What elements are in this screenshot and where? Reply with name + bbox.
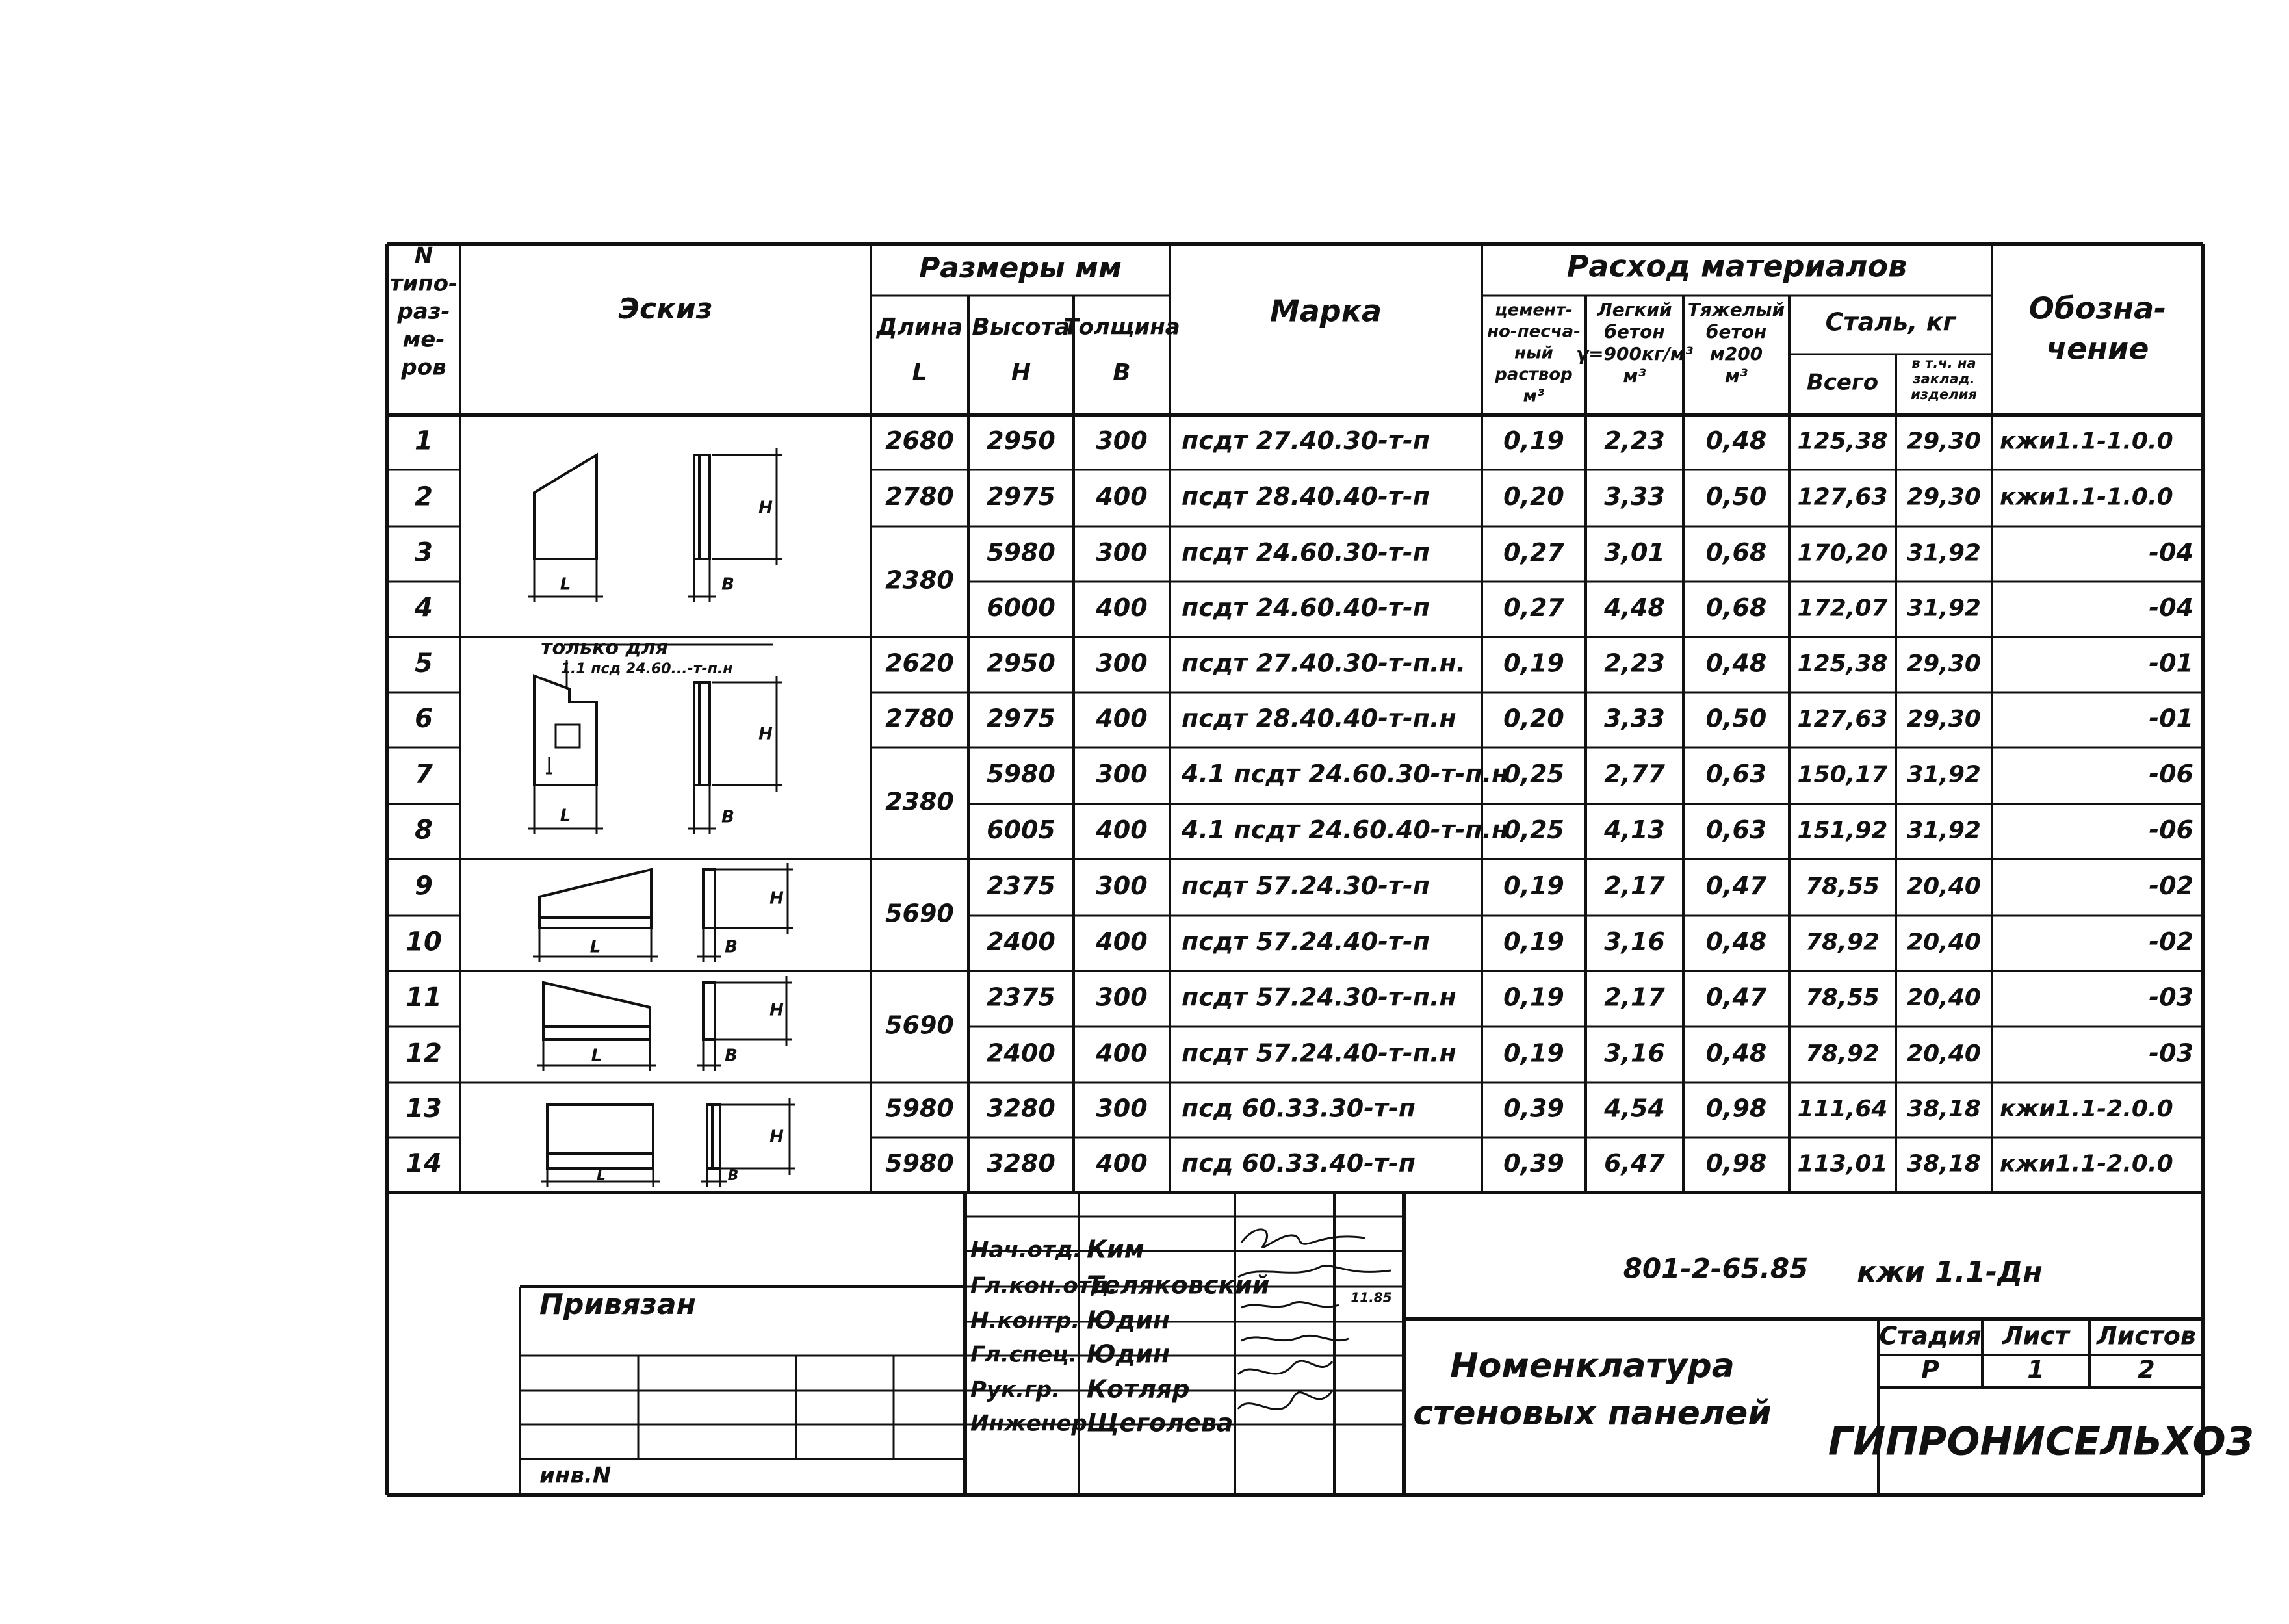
header-col-steel-embedded: изделия	[1911, 387, 1977, 402]
signature-scribble	[1241, 1302, 1339, 1308]
header-group-dims: Размеры мм	[919, 251, 1122, 285]
cell-mortar: 0,19	[1503, 871, 1564, 900]
cell-mark: псд 60.33.40-т-п	[1182, 1149, 1416, 1178]
stamp-name: Ким	[1087, 1235, 1144, 1264]
cell-mortar: 0,19	[1503, 927, 1564, 956]
cell-mortar: 0,20	[1503, 482, 1564, 511]
dimension-line	[688, 785, 716, 834]
cell-thickness: 400	[1096, 816, 1148, 844]
cell-length: 2380	[885, 565, 954, 595]
cell-steel-embedded: 31,92	[1907, 595, 1981, 622]
cell-length: 5690	[885, 899, 954, 928]
cell-thickness: 300	[1096, 760, 1148, 788]
stamp-name: Юдин	[1087, 1339, 1170, 1369]
document-sheet-code: кжи 1.1-Дн	[1857, 1256, 2043, 1289]
cell-mortar: 0,27	[1503, 593, 1564, 622]
cell-designation: -06	[2149, 760, 2193, 788]
panel-front-outline	[534, 455, 597, 559]
header-col-num: типо-	[389, 270, 458, 297]
cell-light-concrete: 4,48	[1604, 593, 1665, 622]
cell-length: 5690	[885, 1011, 954, 1040]
cell-height: 5980	[987, 760, 1055, 788]
header-col-heavy-concrete: бетон	[1705, 321, 1767, 342]
cell-mortar: 0,25	[1503, 760, 1564, 788]
cell-thickness: 300	[1096, 871, 1148, 900]
cell-heavy-concrete: 0,68	[1705, 593, 1767, 622]
header-col-mortar: ный	[1514, 343, 1553, 363]
header-col-steel-total: Всего	[1806, 369, 1879, 396]
cell-thickness: 300	[1096, 538, 1148, 567]
dimension-line	[697, 928, 721, 962]
cell-light-concrete: 2,23	[1604, 426, 1665, 455]
cell-steel-total: 150,17	[1797, 761, 1888, 788]
cell-steel-embedded: 31,92	[1907, 539, 1981, 567]
cell-steel-embedded: 29,30	[1907, 651, 1981, 677]
sketch-label-l: L	[560, 806, 571, 826]
cell-steel-embedded: 29,30	[1907, 428, 1981, 455]
cell-designation: -04	[2149, 593, 2193, 622]
header-col-heavy-concrete: м³	[1724, 365, 1748, 387]
signature-scribble	[1238, 1391, 1332, 1409]
cell-mortar: 0,19	[1503, 983, 1564, 1012]
signatures	[1238, 1230, 1391, 1410]
signature-date: 11.85	[1351, 1289, 1392, 1306]
cell-height: 2400	[987, 1038, 1055, 1068]
cell-designation: -06	[2149, 816, 2193, 844]
header-col-light-concrete: бетон	[1604, 321, 1665, 342]
cell-heavy-concrete: 0,47	[1705, 871, 1767, 900]
header-col-sketch: Эскиз	[618, 292, 713, 326]
cell-mark: псд 60.33.30-т-п	[1182, 1094, 1416, 1123]
cell-mark: псдт 24.60.30-т-п	[1182, 538, 1430, 567]
sketch-label-h: H	[769, 888, 784, 909]
cell-steel-total: 125,38	[1797, 428, 1888, 455]
cell-light-concrete: 2,23	[1604, 649, 1665, 678]
header-col-mortar: цемент-	[1495, 300, 1573, 320]
cell-thickness: 300	[1096, 426, 1148, 455]
cell-designation: -03	[2149, 1038, 2193, 1068]
cell-steel-embedded: 38,18	[1907, 1150, 1981, 1178]
cell-mortar: 0,39	[1503, 1149, 1564, 1178]
cell-designation: -01	[2149, 704, 2193, 733]
cell-length: 5980	[885, 1094, 954, 1123]
document-title-line1: Номенклатура	[1450, 1347, 1735, 1386]
sketch-label-b: В	[721, 574, 734, 595]
header-col-thickness: Толщина	[1063, 314, 1180, 341]
cell-steel-total: 78,55	[1805, 985, 1880, 1011]
header-col-thickness-sym: В	[1113, 359, 1131, 386]
header-col-light-concrete: γ=900кг/м³	[1576, 343, 1693, 365]
header-group-materials: Расход материалов	[1566, 248, 1908, 284]
cell-heavy-concrete: 0,63	[1705, 760, 1767, 788]
cell-length: 2780	[885, 704, 954, 733]
cell-thickness: 300	[1096, 983, 1148, 1012]
cell-steel-total: 170,20	[1797, 539, 1888, 567]
cell-mark: 4.1 псдт 24.60.40-т-п.н	[1182, 816, 1509, 844]
panel-side-outline	[694, 455, 710, 559]
cell-heavy-concrete: 0,48	[1705, 426, 1767, 455]
panel-front-outline	[539, 870, 651, 928]
header-col-designation: Обозна-	[2028, 290, 2167, 326]
cell-height: 2975	[987, 482, 1055, 511]
header-col-num: N	[414, 242, 433, 269]
cell-steel-total: 111,64	[1797, 1096, 1888, 1122]
row-number: 7	[415, 759, 433, 790]
cell-mark: псдт 24.60.40-т-п	[1182, 593, 1430, 622]
cell-mortar: 0,19	[1503, 426, 1564, 455]
stamp-role: Рук.гр.	[970, 1376, 1061, 1403]
cell-light-concrete: 4,54	[1604, 1094, 1665, 1123]
cell-light-concrete: 3,33	[1604, 704, 1665, 733]
header-col-heavy-concrete: м200	[1709, 343, 1763, 365]
cell-steel-total: 78,92	[1805, 1040, 1880, 1067]
cell-steel-embedded: 20,40	[1907, 873, 1981, 900]
row-number: 6	[415, 704, 433, 734]
sketch-label-b: В	[725, 937, 738, 957]
cell-steel-total: 151,92	[1797, 817, 1888, 844]
cell-height: 3280	[987, 1094, 1055, 1123]
cell-height: 6000	[987, 593, 1055, 622]
cell-light-concrete: 3,33	[1604, 482, 1665, 511]
sheets-value: 2	[2138, 1355, 2155, 1384]
header-col-length-sym: L	[912, 359, 927, 386]
header-col-heavy-concrete: Тяжелый	[1687, 299, 1785, 320]
cell-designation: кжи1.1-2.0.0	[2000, 1096, 2173, 1122]
cell-thickness: 300	[1096, 1094, 1148, 1123]
sketch-label-h: H	[758, 498, 773, 518]
cell-mark: 4.1 псдт 24.60.30-т-п.н	[1182, 760, 1509, 788]
cell-light-concrete: 3,16	[1604, 1038, 1665, 1068]
cell-thickness: 400	[1096, 482, 1148, 511]
stamp-name: Щеголева	[1087, 1408, 1234, 1437]
cell-thickness: 300	[1096, 649, 1148, 678]
sketch-label-b: В	[721, 807, 734, 827]
cell-light-concrete: 2,77	[1604, 760, 1665, 788]
stage-label: Стадия	[1879, 1321, 1982, 1350]
cell-steel-total: 78,92	[1805, 929, 1880, 956]
sketch-label-h: H	[769, 1127, 784, 1147]
cell-designation: -04	[2149, 538, 2193, 567]
header-col-num: ме-	[402, 326, 445, 353]
cell-mark: псдт 27.40.30-т-п.н.	[1182, 649, 1466, 678]
stamp-role: Инженер	[970, 1410, 1087, 1437]
cell-thickness: 400	[1096, 1038, 1148, 1068]
cell-height: 2950	[987, 426, 1055, 455]
cell-length: 2380	[885, 787, 954, 816]
cell-light-concrete: 2,17	[1604, 983, 1665, 1012]
cell-steel-embedded: 29,30	[1907, 706, 1981, 732]
sketch-label-b: В	[725, 1046, 738, 1066]
cell-heavy-concrete: 0,63	[1705, 816, 1767, 844]
sketch-label-l: L	[591, 1046, 602, 1066]
sketch-note-mark: 1.1 псд 24.60...-т-п.н	[560, 661, 733, 677]
sheets-label: Листов	[2097, 1321, 2196, 1350]
cell-steel-embedded: 31,92	[1907, 761, 1981, 788]
cell-steel-total: 127,63	[1797, 706, 1888, 732]
cell-mortar: 0,20	[1503, 704, 1564, 733]
row-number: 14	[406, 1148, 442, 1179]
cell-heavy-concrete: 0,98	[1705, 1149, 1767, 1178]
cell-mark: псдт 57.24.40-т-п	[1182, 927, 1430, 956]
row-number: 13	[406, 1094, 442, 1124]
header-group-steel: Сталь, кг	[1825, 307, 1956, 337]
cell-length: 2780	[885, 482, 954, 511]
cell-steel-total: 172,07	[1797, 595, 1888, 622]
header-col-mortar: раствор	[1495, 365, 1573, 385]
panel-side-outline	[703, 870, 715, 928]
stamp-role: Н.контр.	[970, 1308, 1080, 1334]
header-col-light-concrete: Легкий	[1597, 299, 1672, 320]
header-col-steel-embedded: в т.ч. на	[1911, 355, 1976, 371]
cell-designation: кжи1.1-2.0.0	[2000, 1150, 2173, 1178]
cell-height: 6005	[987, 816, 1055, 844]
row-number: 8	[415, 815, 433, 845]
cell-mortar: 0,27	[1503, 538, 1564, 567]
row-number: 1	[415, 426, 433, 456]
cell-mark: псдт 57.24.30-т-п	[1182, 871, 1430, 900]
stamp-name: Теляковский	[1087, 1270, 1270, 1300]
stamp-role: Гл.кон.отд.	[970, 1272, 1117, 1299]
row-number: 3	[415, 537, 433, 568]
sketch-label-l: L	[596, 1168, 606, 1184]
cell-length: 2620	[885, 649, 954, 678]
row-number: 12	[406, 1038, 442, 1068]
panel-side-outline	[703, 983, 715, 1040]
header-col-length: Длина	[876, 314, 963, 341]
row-number: 4	[415, 593, 433, 623]
cell-height: 2975	[987, 704, 1055, 733]
row-number: 10	[406, 927, 442, 957]
cell-length: 2680	[885, 426, 954, 455]
cell-heavy-concrete: 0,98	[1705, 1094, 1767, 1123]
cell-steel-embedded: 20,40	[1907, 985, 1981, 1011]
header-col-mark: Марка	[1269, 293, 1382, 329]
cell-mark: псдт 57.24.30-т-п.н	[1182, 983, 1456, 1012]
cell-light-concrete: 2,17	[1604, 871, 1665, 900]
header-col-mortar: м³	[1523, 386, 1545, 406]
row-number: 11	[406, 983, 442, 1012]
cell-steel-embedded: 38,18	[1907, 1096, 1981, 1122]
cell-height: 2950	[987, 649, 1055, 678]
cell-light-concrete: 6,47	[1604, 1149, 1665, 1178]
cell-height: 5980	[987, 538, 1055, 567]
cell-steel-embedded: 29,30	[1907, 483, 1981, 511]
stamp-name: Юдин	[1087, 1306, 1170, 1335]
cell-mortar: 0,19	[1503, 649, 1564, 678]
stage-value: Р	[1921, 1355, 1939, 1384]
sketch-note-only-for: только для	[541, 636, 668, 660]
cell-heavy-concrete: 0,50	[1705, 704, 1767, 733]
cell-steel-total: 78,55	[1805, 873, 1880, 900]
cell-steel-embedded: 20,40	[1907, 1040, 1981, 1067]
sketch-label-h: H	[769, 1000, 784, 1020]
cell-heavy-concrete: 0,48	[1705, 649, 1767, 678]
cell-mark: псдт 28.40.40-т-п.н	[1182, 704, 1456, 733]
document-code: 801-2-65.85	[1623, 1252, 1809, 1285]
cell-steel-total: 113,01	[1797, 1150, 1888, 1178]
stamp-role: Нач.отд.	[970, 1237, 1082, 1263]
cell-light-concrete: 3,01	[1604, 538, 1665, 567]
header-col-steel-embedded: заклад.	[1913, 371, 1975, 387]
panel-side-outline	[707, 1105, 720, 1168]
cell-thickness: 400	[1096, 704, 1148, 733]
table-text	[390, 243, 2254, 1489]
dimension-line	[701, 1168, 727, 1187]
inventory-number-label: инв.N	[539, 1462, 612, 1489]
sketch-label-b: В	[727, 1168, 739, 1184]
cell-steel-total: 127,63	[1797, 483, 1888, 511]
panel-opening	[546, 725, 580, 773]
cell-designation: -02	[2149, 871, 2193, 900]
signature-scribble	[1238, 1361, 1332, 1374]
stamp-name: Котляр	[1087, 1374, 1190, 1404]
header-col-num: раз-	[397, 298, 450, 325]
cell-thickness: 400	[1096, 593, 1148, 622]
cell-height: 3280	[987, 1149, 1055, 1178]
cell-designation: -03	[2149, 983, 2193, 1012]
cell-height: 2375	[987, 983, 1055, 1012]
sketch-label-l: L	[560, 574, 571, 595]
dimension-line	[697, 1040, 721, 1071]
cell-mark: псдт 27.40.30-т-п	[1182, 426, 1430, 455]
sheet-value: 1	[2027, 1355, 2045, 1384]
cell-designation: кжи1.1-1.0.0	[2000, 428, 2173, 455]
cell-mark: псдт 28.40.40-т-п	[1182, 482, 1430, 511]
cell-height: 2375	[987, 871, 1055, 900]
cell-steel-total: 125,38	[1797, 651, 1888, 677]
attached-label: Привязан	[539, 1288, 696, 1321]
cell-designation: -01	[2149, 649, 2193, 678]
header-col-light-concrete: м³	[1623, 365, 1646, 387]
header-col-designation: чение	[2046, 331, 2149, 367]
cell-light-concrete: 4,13	[1604, 816, 1665, 844]
header-col-num: ров	[401, 354, 446, 381]
cell-heavy-concrete: 0,68	[1705, 538, 1767, 567]
panel-side-outline	[694, 682, 710, 785]
cell-length: 5980	[885, 1149, 954, 1178]
cell-mortar: 0,25	[1503, 816, 1564, 844]
panel-front-outline	[547, 1105, 653, 1168]
cell-heavy-concrete: 0,50	[1705, 482, 1767, 511]
header-col-mortar: но-песча-	[1487, 322, 1581, 342]
stamp-role: Гл.спец.	[970, 1341, 1078, 1368]
cell-heavy-concrete: 0,48	[1705, 927, 1767, 956]
signature-scribble	[1241, 1335, 1349, 1341]
document-title-line2: стеновых панелей	[1413, 1394, 1772, 1433]
sketch-label-l: L	[589, 937, 601, 957]
signature-scribble	[1241, 1230, 1365, 1248]
header-col-height-sym: H	[1011, 359, 1031, 386]
panel-front-outline	[534, 676, 597, 785]
row-number: 9	[415, 871, 433, 901]
cell-heavy-concrete: 0,48	[1705, 1038, 1767, 1068]
row-number: 2	[415, 482, 433, 512]
organization-name: ГИПРОНИСЕЛЬХОЗ	[1828, 1419, 2254, 1465]
cell-heavy-concrete: 0,47	[1705, 983, 1767, 1012]
dimension-line	[688, 559, 716, 602]
cell-steel-embedded: 31,92	[1907, 817, 1981, 844]
panel-front-outline	[543, 983, 650, 1040]
cell-thickness: 400	[1096, 927, 1148, 956]
cell-light-concrete: 3,16	[1604, 927, 1665, 956]
cell-mark: псдт 57.24.40-т-п.н	[1182, 1038, 1456, 1068]
cell-height: 2400	[987, 927, 1055, 956]
header-col-height: Высота	[972, 314, 1070, 341]
cell-designation: -02	[2149, 927, 2193, 956]
cell-thickness: 400	[1096, 1149, 1148, 1178]
cell-mortar: 0,19	[1503, 1038, 1564, 1068]
row-number: 5	[415, 649, 433, 678]
sheet-label: Лист	[2002, 1321, 2069, 1350]
cell-designation: кжи1.1-1.0.0	[2000, 483, 2173, 511]
cell-steel-embedded: 20,40	[1907, 929, 1981, 956]
sketch-label-h: H	[758, 724, 773, 744]
cell-mortar: 0,39	[1503, 1094, 1564, 1123]
